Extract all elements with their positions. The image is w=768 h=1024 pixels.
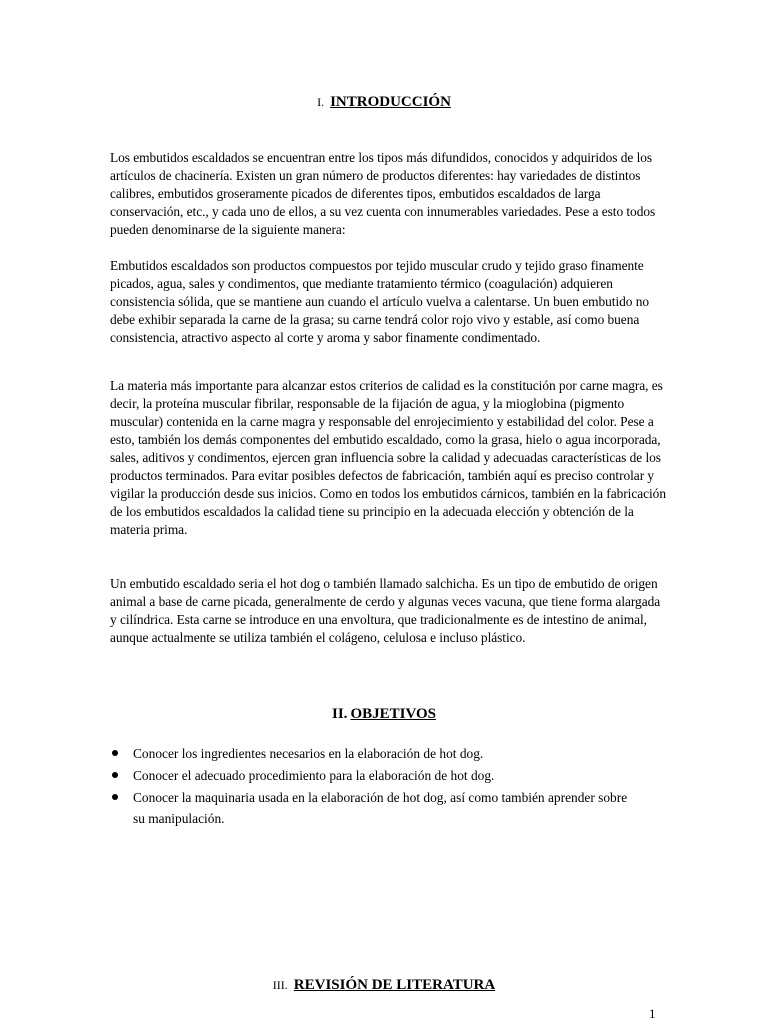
section-title: REVISIÓN DE LITERATURA xyxy=(293,977,496,993)
bullet-icon xyxy=(112,772,118,778)
section-title: INTRODUCCIÓN xyxy=(330,94,451,110)
intro-paragraph-2: Embutidos escaldados son productos compuestos por tejido muscular crudo y tejido graso finamente picados, agua, sales y condimentos, que mediante tratamiento térmico (coagulación) adquieren consistencia sólida, que se mantiene aun cuando el artículo vuelva a calentarse. Un buen embutido no debe exhibir separada la carne de la grasa; su carne tendrá color rojo vivo y estable, así como buena consistencia, atractivo aspecto al corte y aroma y sabor finamente condimentado. xyxy=(110,258,649,345)
section-title: OBJETIVOS xyxy=(350,706,436,722)
section-number: I. xyxy=(317,95,325,109)
list-item-text: Conocer la maquinaria usada en la elaboración de hot dog, así como también aprender sobre su manipulación. xyxy=(133,790,628,826)
list-item-text: Conocer el adecuado procedimiento para la elaboración de hot dog. xyxy=(133,768,495,783)
intro-paragraph-3: La materia más importante para alcanzar estos criterios de calidad es la constitución por carne magra, es decir, la proteína muscular fibrilar, responsable de la fijación de agua, y la mioglobina (pigmento muscular) contenida en la carne magra y responsable del enrojecimiento y estabilidad del color. Pese a esto, también los demás componentes del embutido escaldado, como la grasa, hielo o agua incorporada, sales, aditivos y condimentos, ejercen gran influencia sobre la calidad y adecuadas características de los productos terminados. Para evitar posibles defectos de fabricación, también aquí es preciso controlar y vigilar la producción desde sus inicios. Como en todos los embutidos cárnicos, también en la fabricación de los embutidos escaldados la calidad tiene su principio en la adecuada elección y obtención de la materia prima. xyxy=(110,378,666,537)
section-heading-revision-literatura xyxy=(0,976,768,994)
list-item-text: Conocer los ingredientes necesarios en la elaboración de hot dog. xyxy=(133,746,484,761)
bullet-icon xyxy=(112,794,118,800)
list-item xyxy=(110,743,630,764)
objectives-list xyxy=(110,743,630,830)
list-item xyxy=(110,787,630,829)
list-item xyxy=(110,765,630,786)
section-number: II. xyxy=(332,706,348,722)
page-number: 1 xyxy=(649,1006,656,1021)
intro-paragraph-4: Un embutido escaldado seria el hot dog o también llamado salchicha. Es un tipo de embutido de origen animal a base de carne picada, generalmente de cerdo y algunas veces vacuna, que tiene forma alargada y cilíndrica. Esta carne se introduce en una envoltura, que tradicionalmente es de intestino de animal, aunque actualmente se utiliza también el colágeno, celulosa e incluso plástico. xyxy=(110,576,661,645)
section-number: III. xyxy=(272,978,288,992)
intro-paragraph-1: Los embutidos escaldados se encuentran entre los tipos más difundidos, conocidos y adquiridos de los artículos de chacinería. Existen un gran número de productos diferentes: hay variedades de distintos calibres, embutidos groseramente picados de diferentes tipos, embutidos escaldados de larga conservación, etc., y cada uno de ellos, a su vez cuenta con innumerables variedades. Pese a esto todos pueden denominarse de la siguiente manera: xyxy=(110,150,656,237)
section-heading-introduccion xyxy=(0,93,768,111)
section-heading-objetivos xyxy=(0,705,768,723)
bullet-icon xyxy=(112,750,118,756)
